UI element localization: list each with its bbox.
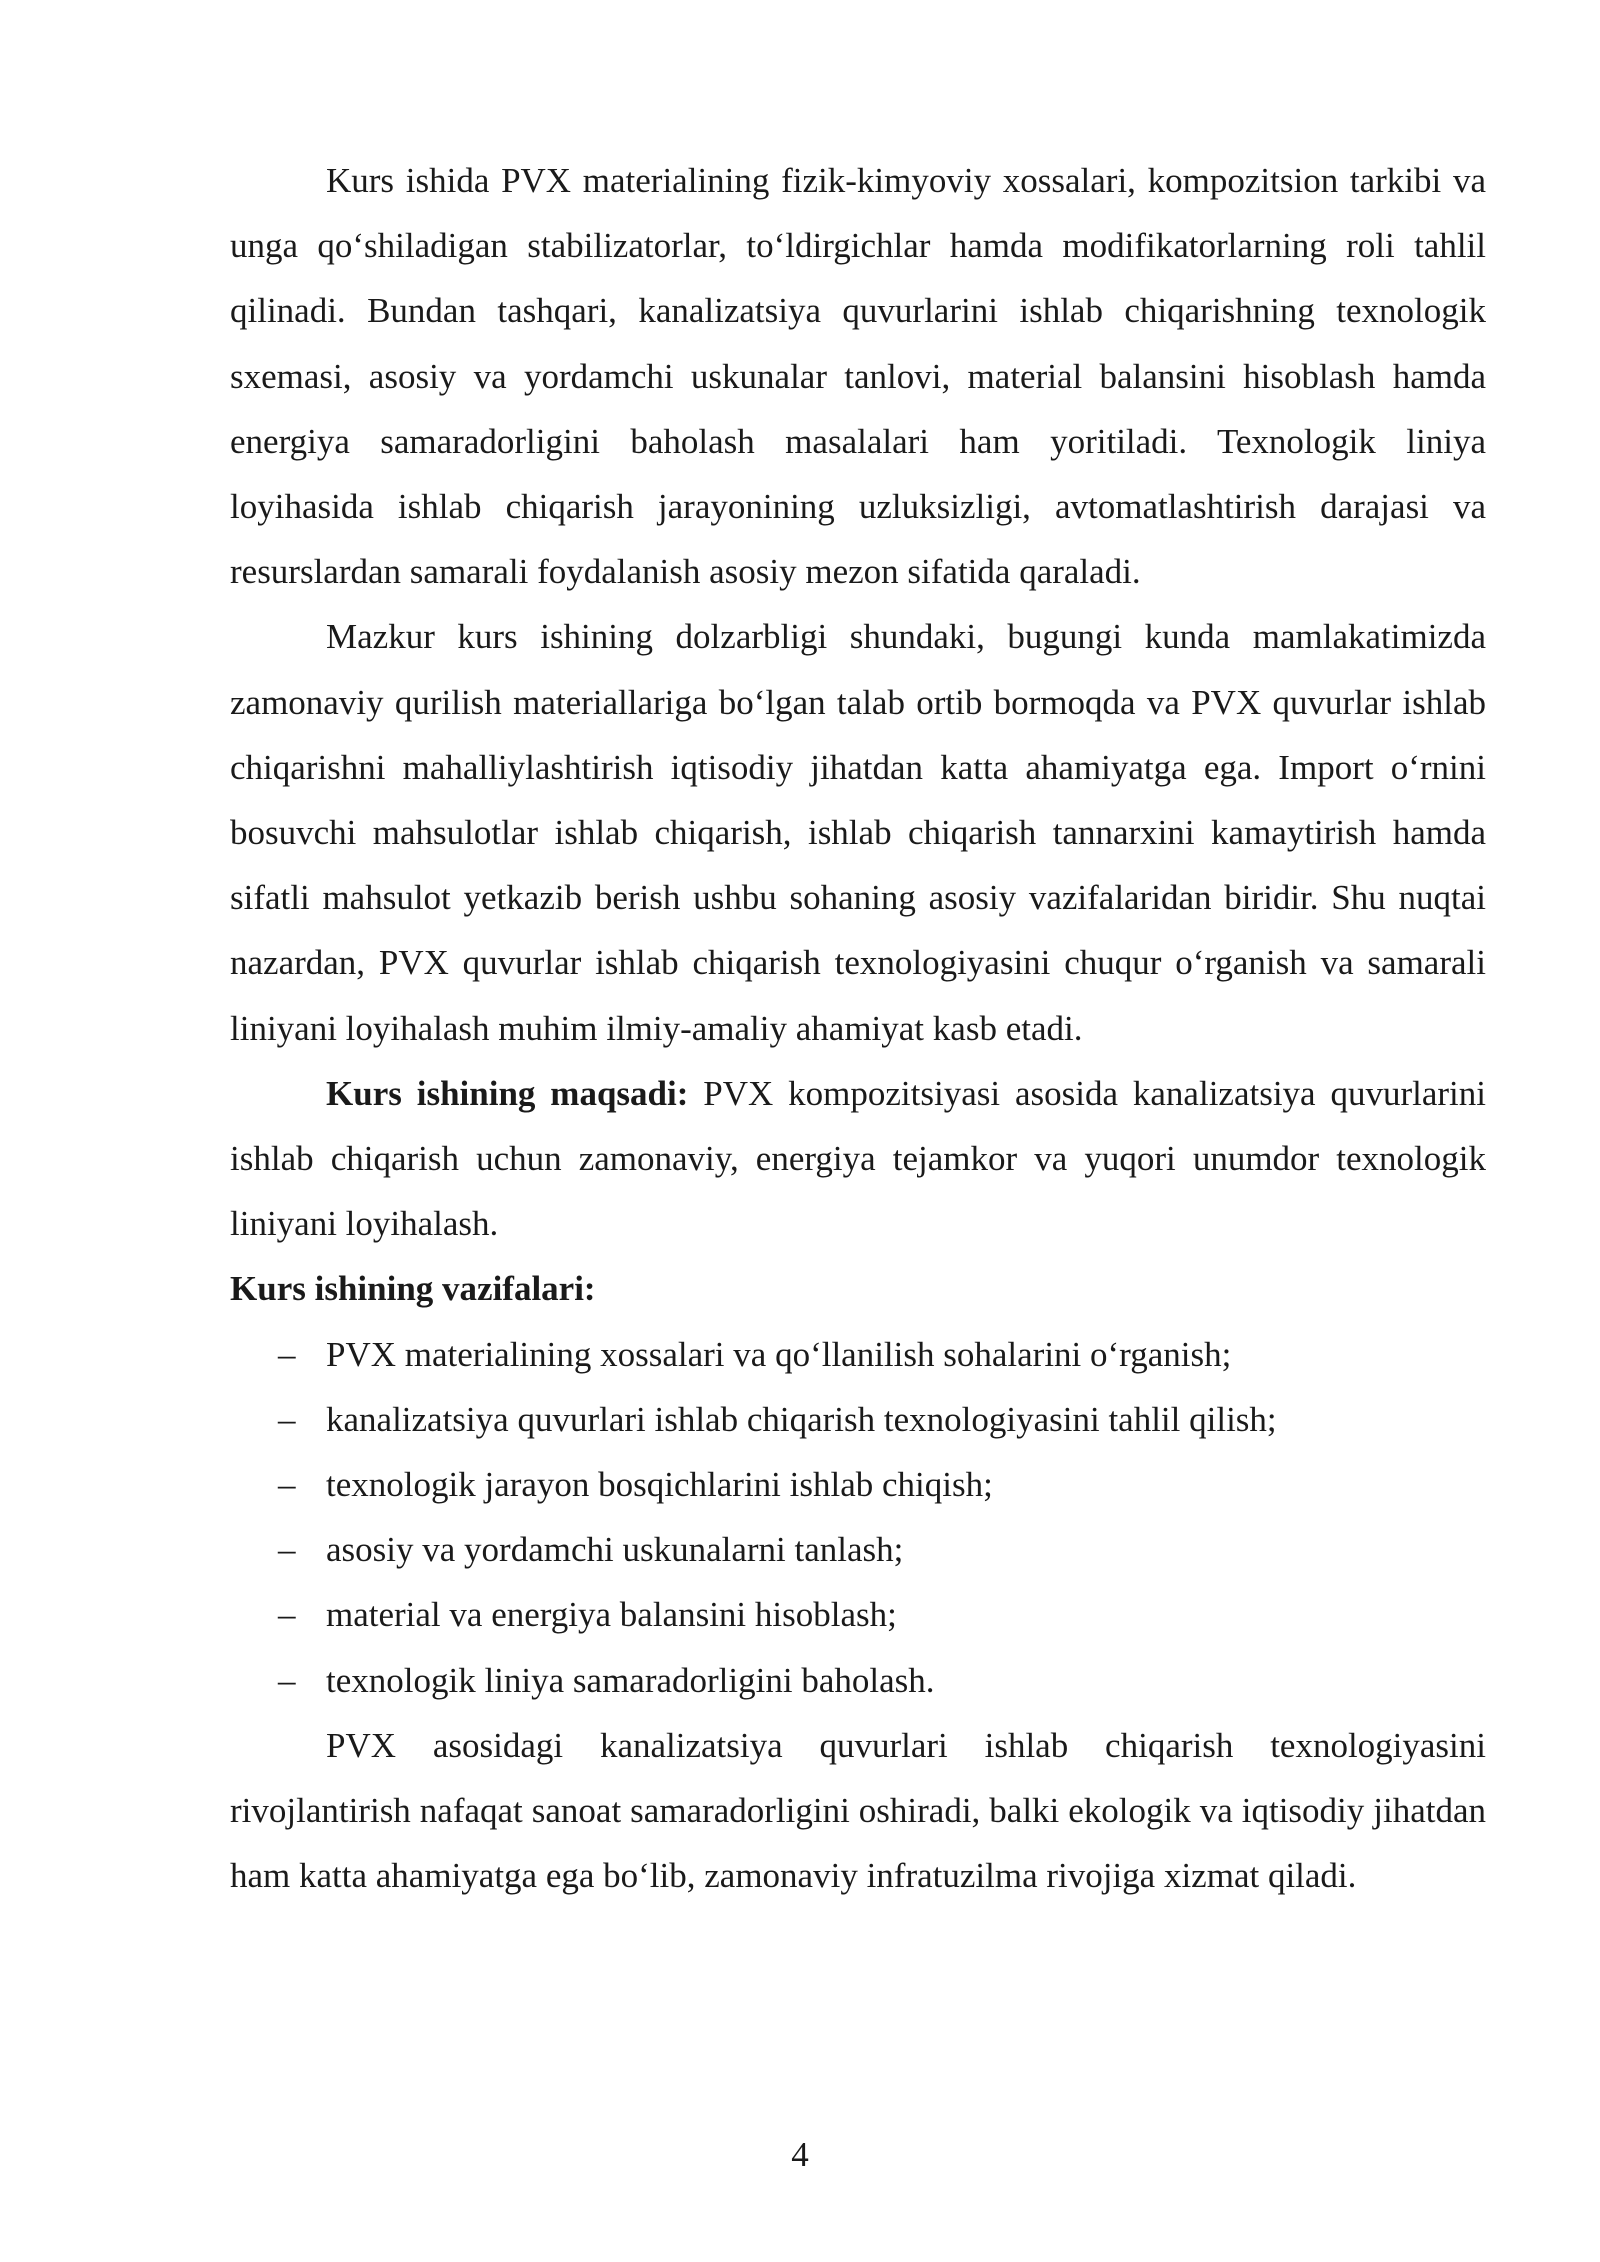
task-item-text: asosiy va yordamchi uskunalarni tanlash;: [326, 1530, 904, 1570]
tasks-heading: Kurs ishining vazifalari:: [230, 1269, 596, 1309]
task-item-text: PVX materialining xossalari va qo‘llanilish sohalarini o‘rganish;: [326, 1334, 1232, 1374]
goal-paragraph: [230, 1061, 1486, 1257]
task-item-text: texnologik jarayon bosqichlarini ishlab chiqish;: [326, 1465, 993, 1505]
document-page: [230, 148, 1486, 1908]
dash-bullet-icon: –: [278, 1530, 296, 1570]
dash-bullet-icon: –: [278, 1595, 296, 1635]
task-item-text: texnologik liniya samaradorligini baholash.: [326, 1660, 935, 1700]
dash-bullet-icon: –: [278, 1660, 296, 1700]
dash-bullet-icon: –: [278, 1465, 296, 1505]
intro-paragraph: Kurs ishida PVX materialining fizik-kimyoviy xossalari, kompozitsion tarkibi va unga qo‘shiladigan stabilizatorlar, to‘ldirgichlar hamda modifikatorlarning roli tahlil qilinadi. Bundan tashqari, kanalizatsiya quvurlarini ishlab chiqarishning texnologik sxemasi, asosiy va yordamchi uskunalar tanlovi, material balansini hisoblash hamda energiya samaradorligini baholash masalalari ham yoritiladi. Texnologik liniya loyihasida ishlab chiqarish jarayonining uzluksizligi, avtomatlashtirish darajasi va resurslardan samarali foydalanish asosiy mezon sifatida qaraladi.: [230, 161, 1486, 592]
tasks-list: [230, 1322, 1486, 1713]
task-item: [230, 1322, 1486, 1387]
dash-bullet-icon: –: [278, 1399, 296, 1439]
goal-label: Kurs ishining maqsadi:: [326, 1073, 689, 1113]
task-item-text: material va energiya balansini hisoblash;: [326, 1595, 897, 1635]
task-item: [230, 1387, 1486, 1452]
task-item: [230, 1582, 1486, 1647]
relevance-paragraph: Mazkur kurs ishining dolzarbligi shundaki, bugungi kunda mamlakatimizda zamonaviy qurilish materiallariga bo‘lgan talab ortib bormoqda va PVX quvurlar ishlab chiqarishni mahalliylashtirish iqtisodiy jihatdan katta ahamiyatga ega. Import o‘rnini bosuvchi mahsulotlar ishlab chiqarish, ishlab chiqarish tannarxini kamaytirish hamda sifatli mahsulot yetkazib berish ushbu sohaning asosiy vazifalaridan biridir. Shu nuqtai nazardan, PVX quvurlar ishlab chiqarish texnologiyasini chuqur o‘rganish va samarali liniyani loyihalash muhim ilmiy-amaliy ahamiyat kasb etadi.: [230, 617, 1486, 1048]
dash-bullet-icon: –: [278, 1334, 296, 1374]
task-item: [230, 1452, 1486, 1517]
page-number: 4: [791, 2135, 809, 2174]
conclusion-paragraph: PVX asosidagi kanalizatsiya quvurlari ishlab chiqarish texnologiyasini rivojlantirish nafaqat sanoat samaradorligini oshiradi, balki ekologik va iqtisodiy jihatdan ham katta ahamiyatga ega bo‘lib, zamonaviy infratuzilma rivojiga xizmat qiladi.: [230, 1725, 1486, 1896]
task-item: [230, 1517, 1486, 1582]
task-item-text: kanalizatsiya quvurlari ishlab chiqarish texnologiyasini tahlil qilish;: [326, 1399, 1277, 1439]
task-item: [230, 1648, 1486, 1713]
goal-text: PVX kompozitsiyasi asosida kanalizatsiya quvurlarini ishlab chiqarish uchun zamonaviy, energiya tejamkor va yuqori unumdor texnologik liniyani loyihalash.: [230, 1073, 1486, 1244]
